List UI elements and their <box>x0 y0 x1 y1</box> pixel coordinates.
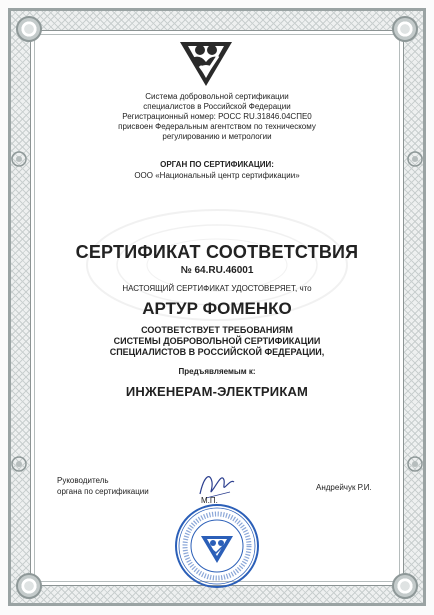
conformity-line1: СООТВЕТСТВУЕТ ТРЕБОВАНИЯМ <box>141 325 293 335</box>
conformity-line3: СПЕЦИАЛИСТОВ В РОССИЙСКОЙ ФЕДЕРАЦИИ, <box>109 347 325 357</box>
side-ornament-icon <box>406 455 424 473</box>
head-label-line1: Руководитель <box>57 476 109 485</box>
corner-ornament-icon <box>392 573 418 599</box>
head-of-organ-label <box>57 475 149 497</box>
round-seal-stamp <box>174 503 260 589</box>
presented-label: Предъявляемым к: <box>178 367 256 376</box>
signer-name: Андрейчук Р.И. <box>316 483 372 492</box>
certifies-text: НАСТОЯЩИЙ СЕРТИФИКАТ УДОСТОВЕРЯЕТ, что <box>122 284 312 293</box>
conformity-line2: СИСТЕМЫ ДОБРОВОЛЬНОЙ СЕРТИФИКАЦИИ <box>113 336 321 346</box>
profession: ИНЖЕНЕРАМ-ЭЛЕКТРИКАМ <box>125 384 309 399</box>
certificate-number: № 64.RU.46001 <box>180 265 254 276</box>
side-ornament-icon <box>10 455 28 473</box>
organ-name: ООО «Национальный центр сертификации» <box>134 171 300 180</box>
head-label-line2: органа по сертификации <box>57 487 149 496</box>
certificate-title: СЕРТИФИКАТ СООТВЕТСТВИЯ <box>75 242 359 262</box>
holder-name: АРТУР ФОМЕНКО <box>142 299 292 318</box>
registration-authority-line1: присвоен Федеральным агентством по техническому <box>118 122 316 131</box>
stamp-place-label: М.П. <box>201 496 218 505</box>
system-name-line2: специалистов в Российской Федерации <box>143 102 291 111</box>
certification-logo-icon <box>178 36 234 88</box>
registration-authority-line2: регулированию и метрологии <box>162 132 272 141</box>
registration-number: Регистрационный номер: РОСС RU.31846.04СПЕ0 <box>122 112 312 121</box>
corner-ornament-icon <box>16 16 42 42</box>
organ-heading: ОРГАН ПО СЕРТИФИКАЦИИ: <box>160 160 274 169</box>
corner-ornament-icon <box>16 573 42 599</box>
system-name-line1: Система добровольной сертификации <box>145 92 289 101</box>
corner-ornament-icon <box>392 16 418 42</box>
